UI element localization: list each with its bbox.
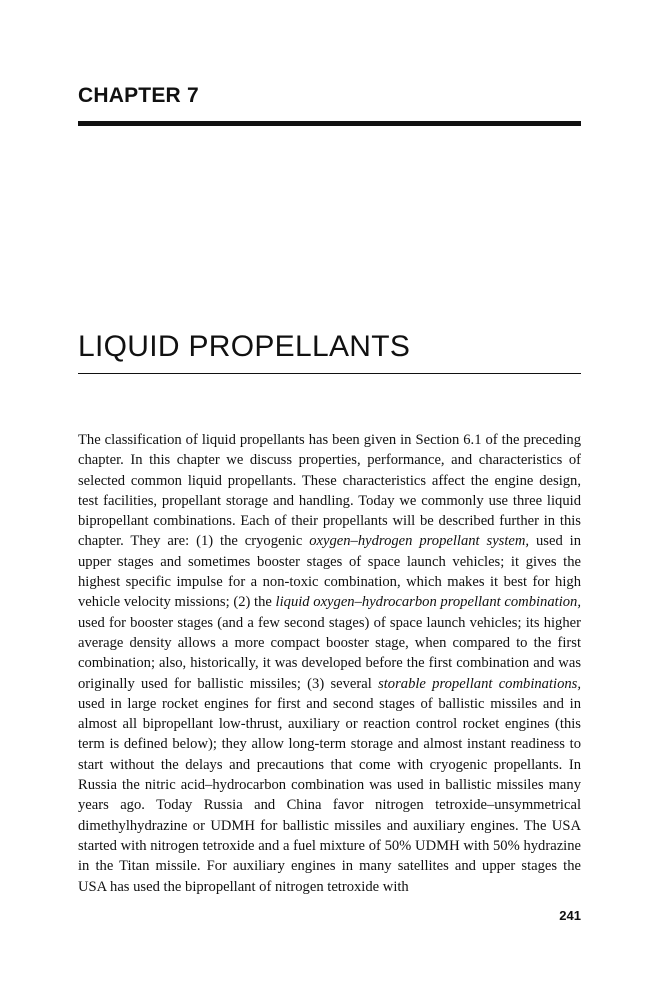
chapter-title: LIQUID PROPELLANTS bbox=[78, 330, 411, 363]
chapter-rule-thick bbox=[78, 121, 581, 126]
body-text-segment-4: used in large rocket engines for first and second stages of ballistic missiles and in almost all bipropellant low-thrust, auxiliary or reaction control rocket engines (this term is defined below); they allow long-term storage and almost instant readiness to start without the delays and precautions that come with cryogenic propellants. In Russia the nitric acid–hydrocarbon combination was used in ballistic missiles many years ago. Today Russia and China favor nitrogen tetroxide–unsymmetrical dimethylhydrazine or UDMH for ballistic missiles and auxiliary engines. The USA started with nitrogen tetroxide and a fuel mixture of 50% UDMH with 50% hydrazine in the Titan missile. For auxiliary engines in many satellites and upper stages the USA has used the bipropellant of nitrogen tetroxide with bbox=[78, 695, 581, 895]
body-text-segment-2: used in upper stages and sometimes booster stages of space launch vehicles; it gives the highest specific impulse for a non-toxic combination, which makes it best for high vehicle velocity missions; (2) the bbox=[78, 533, 582, 611]
chapter-rule-thin bbox=[78, 373, 581, 374]
body-emphasis-oxygen-hydrocarbon: liquid oxygen–hydrocarbon propellant combination, bbox=[275, 594, 581, 611]
page-number: 241 bbox=[559, 908, 581, 923]
body-paragraph bbox=[78, 430, 581, 897]
body-text-segment-3: used for booster stages (and a few second stages) of space launch vehicles; its higher average density allows a more compact booster stage, when compared to the first combination; also, historically, it was developed before the first combination and was originally used for ballistic missiles; (3) several bbox=[78, 614, 581, 692]
chapter-label: CHAPTER 7 bbox=[78, 84, 199, 107]
body-emphasis-storable: storable propellant combinations, bbox=[378, 675, 581, 692]
body-emphasis-oxygen-hydrogen: oxygen–hydrogen propellant system, bbox=[309, 533, 530, 550]
body-text-segment-1: The classification of liquid propellants has been given in Section 6.1 of the preceding chapter. In this chapter we discuss properties, performance, and characteristics of selected common liquid propellants. These characteristics affect the engine design, test facilities, propellant storage and handling. Today we commonly use three liquid bipropellant combinations. Each of their propellants will be described further in this chapter. They are: (1) the cryogenic bbox=[78, 432, 581, 550]
